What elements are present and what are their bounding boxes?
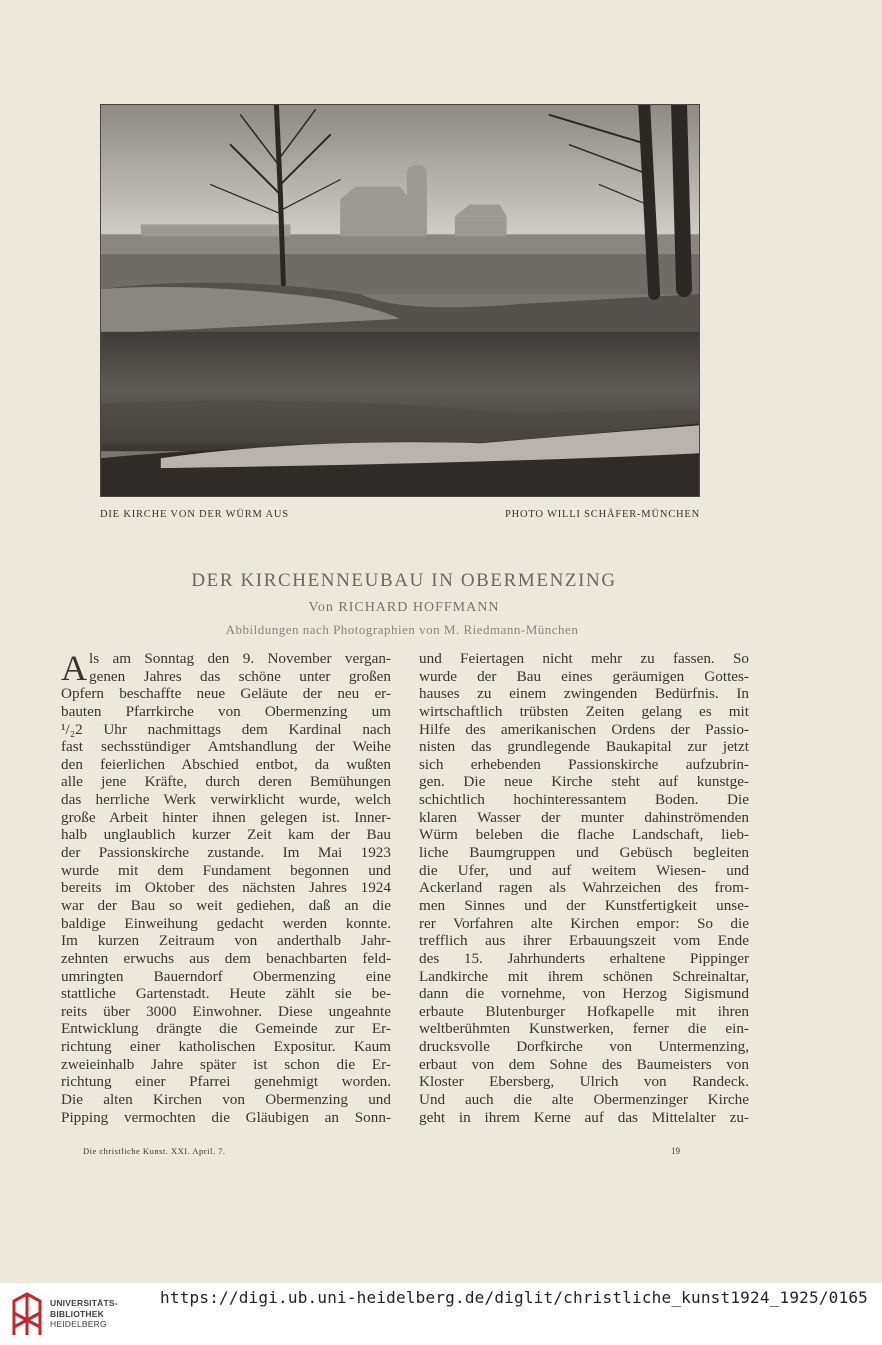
page-number: 19 [671, 1146, 680, 1156]
text-line: klaren Wasser der munter dahinströmenden [419, 808, 749, 826]
text-line: reits über 3000 Einwohner. Diese ungeahnte [61, 1002, 391, 1020]
text-line: liche Baumgruppen und Gebüsch begleiten [419, 844, 749, 862]
text-line: bauten Pfarrkirche von Obermenzing um [61, 702, 391, 720]
text-line: zehnten erwuchs aus dem benachbarten feld- [61, 949, 391, 967]
text-line: zweieinhalb Jahre später ist schon die Er- [61, 1055, 391, 1073]
university-library-logo-icon[interactable] [10, 1291, 44, 1337]
photo-credit: PHOTO WILLI SCHÄFER-MÜNCHEN [504, 509, 700, 520]
text-line: wurde der Bau eines geräumigen Gottes- [419, 667, 749, 685]
text-line: das herrliche Werk verwirklicht wurde, welch [61, 791, 391, 809]
text-line: rer Vorfahren alte Kirchen empor: So die [419, 914, 749, 932]
text-line: dann die vornehme, von Herzog Sigismund [419, 985, 749, 1003]
text-line: Hilfe des amerikanischen Ordens der Passio- [419, 720, 749, 738]
journal-signature: Die christliche Kunst. XXI. April. 7. [83, 1146, 226, 1156]
text-line: den feierlichen Abschied entbot, da wußten [61, 755, 391, 773]
text-line: halb unglaublich kurzer Zeit kam der Bau [61, 826, 391, 844]
text-line: Opfern beschaffte neue Geläute der neu er- [61, 685, 391, 703]
text-line: richtung einer katholischen Expositur. Kaum [61, 1038, 391, 1056]
text-line: ¹/₂2 Uhr nachmittags dem Kardinal nach [61, 720, 391, 738]
text-line: wurde mit dem Fundament begonnen und [61, 861, 391, 879]
drop-cap: A [61, 648, 87, 688]
text-line: stattliche Gartenstadt. Heute zählt sie be- [61, 985, 391, 1003]
text-line: richtung einer Pfarrei genehmigt worden. [61, 1073, 391, 1091]
library-name-line1: UNIVERSITÄTS- [50, 1298, 118, 1308]
text-line: Im kurzen Zeitraum von anderthalb Jahr- [61, 932, 391, 950]
text-line: genen Jahres das schöne unter großen [89, 667, 391, 685]
text-line: und Feiertagen nicht mehr zu fassen. So [419, 650, 749, 667]
text-column-right [419, 650, 749, 1126]
text-line: Pipping vermochten die Gläubigen an Sonn- [61, 1108, 391, 1126]
text-line: hauses zu einem zwingenden Bedürfnis. In [419, 685, 749, 703]
text-line: ls am Sonntag den 9. November vergan- [89, 650, 391, 667]
library-name-line2: BIBLIOTHEK [50, 1308, 104, 1319]
text-line: war der Bau so weit gediehen, daß an die [61, 896, 391, 914]
text-line: Würm beleben die flache Landschaft, lieb- [419, 826, 749, 844]
church-photo [100, 104, 700, 497]
text-line: sich erhebenden Passionskirche aufzubrin- [419, 755, 749, 773]
text-line: Ackerland ragen als Wahrzeichen des from- [419, 879, 749, 897]
text-line: erbaute Blutenburger Hofkapelle mit ihren [419, 1002, 749, 1020]
text-line: baldige Einweihung gedacht werden konnte. [61, 914, 391, 932]
text-line: umringten Bauerndorf Obermenzing eine [61, 967, 391, 985]
text-line: Landkirche mit ihrem schönen Schreinaltar, [419, 967, 749, 985]
text-line: Die alten Kirchen von Obermenzing und [61, 1091, 391, 1109]
article-author: Von RICHARD HOFFMANN [308, 600, 500, 615]
illustration-credit: Abbildungen nach Photographien von M. Riedmann-München [225, 622, 579, 637]
text-line: erbaut von dem Sohne des Baumeisters von [419, 1055, 749, 1073]
text-line: wirtschaftlich trübsten Zeiten gelang es mit [419, 702, 749, 720]
text-line: fast sechsstündiger Amtshandlung der Weihe [61, 738, 391, 756]
landscape-photo-image [101, 105, 699, 496]
text-line: gen. Die neue Kirche steht auf kunstge- [419, 773, 749, 791]
text-line: men Sinnes und der Kunstfertigkeit unse- [419, 896, 749, 914]
library-name-line3: HEIDELBERG [50, 1319, 107, 1329]
text-line: geht in ihrem Kerne auf das Mittelalter zu- [419, 1108, 749, 1126]
text-line: des 15. Jahrhunderts erhaltene Pippinger [419, 949, 749, 967]
text-line: trefflich aus ihrer Erbauungszeit vom Ende [419, 932, 749, 950]
document-url-link[interactable]: https://digi.ub.uni-heidelberg.de/diglit/christliche_kunst1924_1925/0165 [160, 1288, 868, 1307]
text-line: weltberühmten Kunstwerken, ferner die ein- [419, 1020, 749, 1038]
article-title: DER KIRCHENNEUBAU IN OBERMENZING [191, 570, 617, 591]
text-line: schichtlich hochinteressantem Boden. Die [419, 791, 749, 809]
text-line: bereits im Oktober des nächsten Jahres 1924 [61, 879, 391, 897]
text-line: drucksvolle Dorfkirche von Untermenzing, [419, 1038, 749, 1056]
text-line: große Arbeit hinter ihnen gelegen ist. Inner- [61, 808, 391, 826]
library-name [50, 1298, 118, 1330]
text-line: die Ufer, und auf weitem Wiesen- und [419, 861, 749, 879]
text-line: alle jene Kräfte, durch deren Bemühungen [61, 773, 391, 791]
text-line: Entwicklung drängte die Gemeinde zur Er- [61, 1020, 391, 1038]
photo-caption-left: DIE KIRCHE VON DER WÜRM AUS [100, 509, 289, 520]
text-column-left [61, 650, 391, 1126]
text-line: der Passionskirche zustande. Im Mai 1923 [61, 844, 391, 862]
text-line: nisten das grundlegende Baukapital zur jetzt [419, 738, 749, 756]
text-line: Kloster Ebersberg, Ulrich von Randeck. [419, 1073, 749, 1091]
text-line: Und auch die alte Obermenzinger Kirche [419, 1091, 749, 1109]
